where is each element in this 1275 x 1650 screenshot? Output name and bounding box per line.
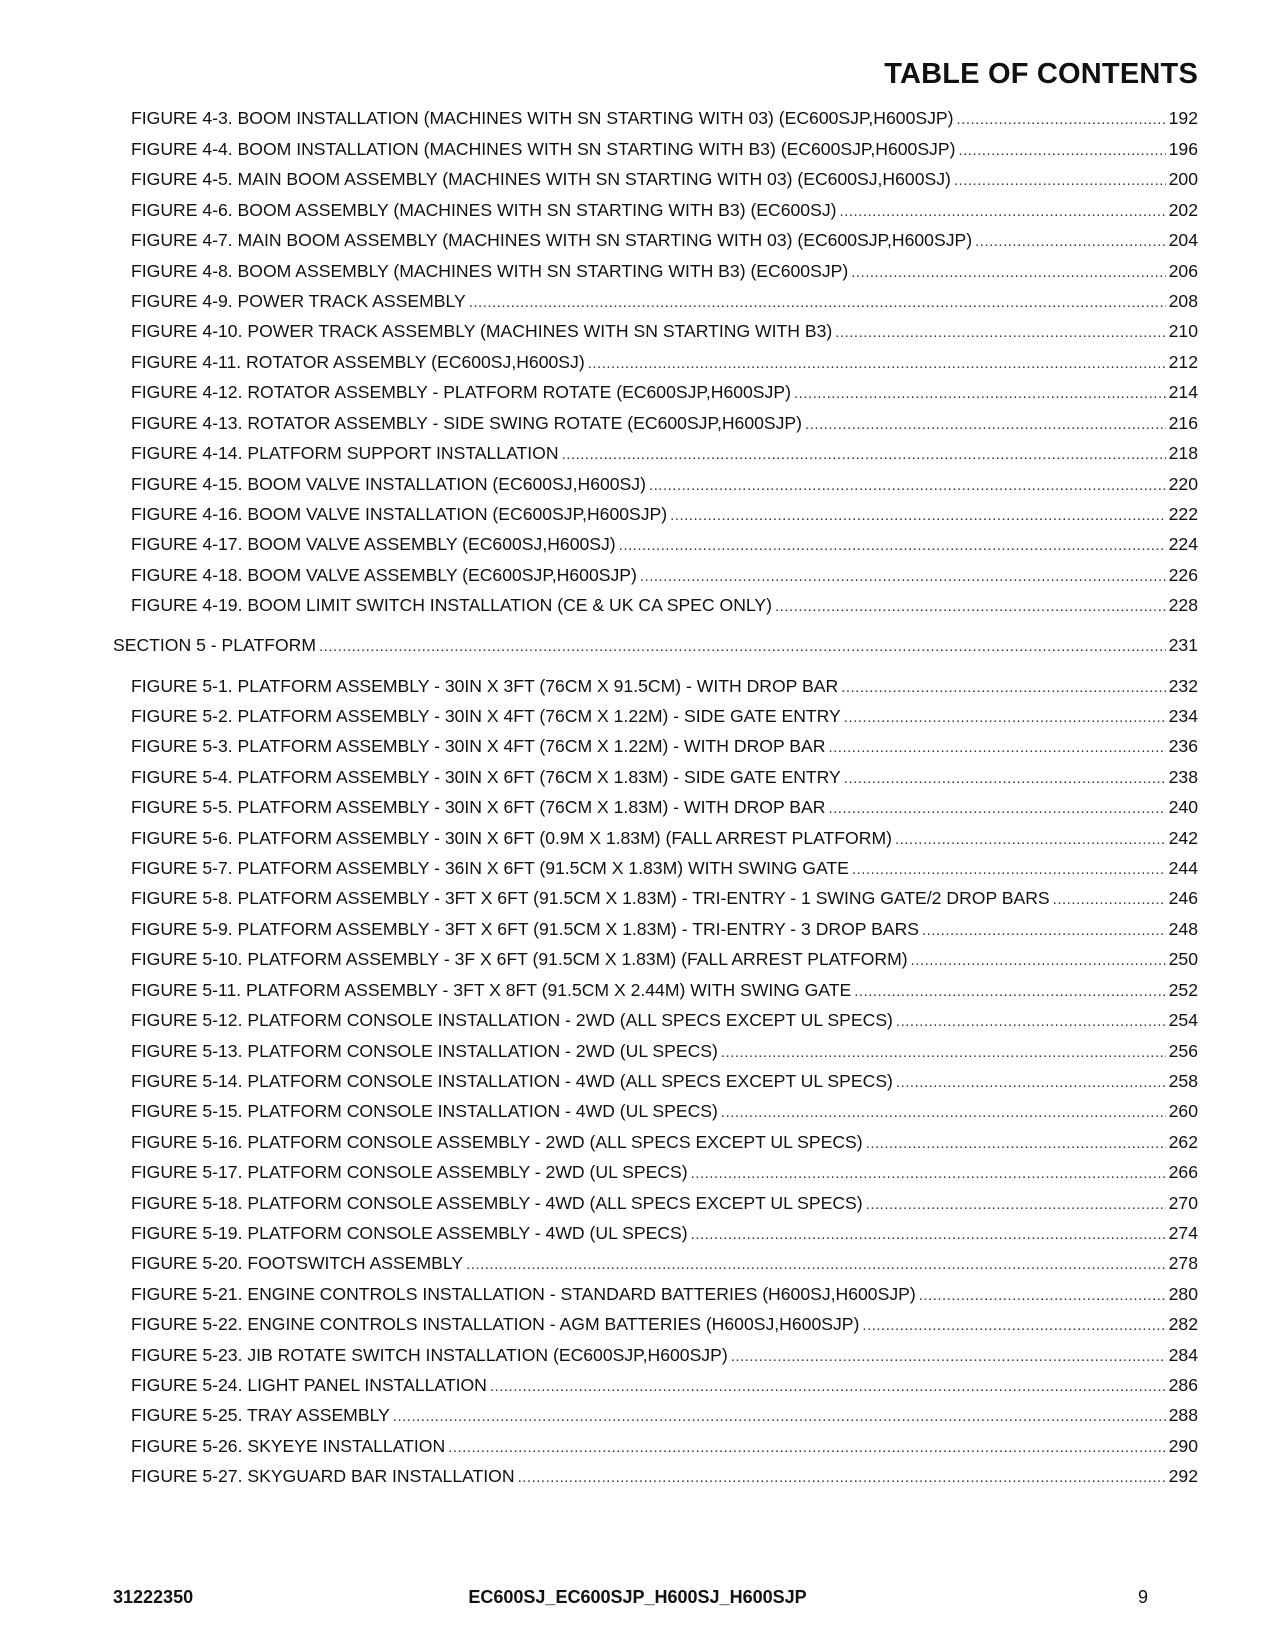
toc-entry[interactable] — [131, 1283, 1198, 1307]
toc-entry-page: 212 — [1168, 352, 1198, 372]
dot-leader — [466, 1254, 1166, 1276]
toc-entry-page: 270 — [1168, 1193, 1198, 1213]
toc-entry[interactable] — [131, 735, 1198, 759]
dot-leader — [862, 1315, 1165, 1337]
toc-entry[interactable] — [131, 948, 1198, 972]
toc-entry[interactable] — [131, 107, 1198, 131]
toc-entry-label: FIGURE 4-16. BOOM VALVE INSTALLATION (EC600SJP,H600SJP) — [131, 504, 668, 524]
toc-entry-page: 214 — [1168, 382, 1198, 402]
toc-entry-label: FIGURE 5-14. PLATFORM CONSOLE INSTALLATION - 4WD (ALL SPECS EXCEPT UL SPECS) — [131, 1071, 893, 1091]
toc-entry-page: 290 — [1168, 1436, 1198, 1456]
dot-leader — [839, 201, 1165, 223]
toc-entry-label: FIGURE 5-24. LIGHT PANEL INSTALLATION — [131, 1375, 487, 1395]
dot-leader — [866, 1194, 1166, 1216]
toc-entry[interactable] — [131, 1131, 1198, 1155]
footer-page-number: 9 — [1137, 1587, 1148, 1607]
toc-entry-page: 240 — [1168, 797, 1198, 817]
toc-entry-label: FIGURE 4-15. BOOM VALVE INSTALLATION (EC600SJ,H600SJ) — [131, 474, 646, 494]
toc-entry[interactable] — [131, 1040, 1198, 1064]
toc-entry-page: 284 — [1168, 1345, 1198, 1365]
toc-entry-page: 244 — [1168, 858, 1198, 878]
toc-entry-page: 200 — [1168, 169, 1198, 189]
toc-entry[interactable] — [131, 1252, 1198, 1276]
dot-leader — [844, 768, 1166, 790]
toc-entry[interactable] — [131, 1344, 1198, 1368]
toc-entry-label: FIGURE 4-5. MAIN BOOM ASSEMBLY (MACHINES WITH SN STARTING WITH 03) (EC600SJ,H600SJ) — [131, 169, 951, 189]
dot-leader — [794, 383, 1166, 405]
toc-entry-label: FIGURE 5-21. ENGINE CONTROLS INSTALLATION - STANDARD BATTERIES (H600SJ,H600SJP) — [131, 1284, 916, 1304]
toc-entry-page: 208 — [1168, 291, 1198, 311]
toc-entry[interactable] — [131, 857, 1198, 881]
toc-entry[interactable] — [131, 381, 1198, 405]
dot-leader — [835, 322, 1165, 344]
dot-leader — [828, 737, 1165, 759]
toc-entry-page: 250 — [1168, 949, 1198, 969]
dot-leader — [844, 707, 1166, 729]
toc-entry[interactable] — [131, 827, 1198, 851]
toc-entry[interactable] — [131, 564, 1198, 588]
toc-entry[interactable] — [131, 533, 1198, 557]
toc-entry[interactable] — [131, 1374, 1198, 1398]
toc-entry-page: 252 — [1168, 980, 1198, 1000]
toc-entry-page: 192 — [1168, 108, 1198, 128]
toc-section-entry[interactable] — [113, 634, 1198, 658]
dot-leader — [852, 859, 1166, 881]
toc-entry-page: 248 — [1168, 919, 1198, 939]
toc-entry-page: 274 — [1168, 1223, 1198, 1243]
toc-entry[interactable] — [131, 918, 1198, 942]
dot-leader — [562, 444, 1166, 466]
dot-leader — [954, 170, 1166, 192]
toc-entry-label: FIGURE 5-25. TRAY ASSEMBLY — [131, 1405, 390, 1425]
toc-entry-label: FIGURE 4-4. BOOM INSTALLATION (MACHINES WITH SN STARTING WITH B3) (EC600SJP,H600SJP) — [131, 139, 956, 159]
toc-entry[interactable] — [131, 1404, 1198, 1428]
toc-entry-label: FIGURE 5-22. ENGINE CONTROLS INSTALLATION - AGM BATTERIES (H600SJ,H600SJP) — [131, 1314, 860, 1334]
toc-entry-label: SECTION 5 - PLATFORM — [113, 635, 316, 655]
dot-leader — [721, 1042, 1166, 1064]
toc-entry-page: 254 — [1168, 1010, 1198, 1030]
toc-entry-page: 224 — [1168, 534, 1198, 554]
dot-leader — [895, 829, 1166, 851]
toc-entry-page: 286 — [1168, 1375, 1198, 1395]
toc-entry[interactable] — [131, 1192, 1198, 1216]
toc-entry-page: 258 — [1168, 1071, 1198, 1091]
toc-entry-label: FIGURE 4-9. POWER TRACK ASSEMBLY — [131, 291, 466, 311]
toc-entry[interactable] — [131, 290, 1198, 314]
toc-entry-label: FIGURE 5-5. PLATFORM ASSEMBLY - 30IN X 6FT (76CM X 1.83M) - WITH DROP BAR — [131, 797, 826, 817]
toc-entry-page: 282 — [1168, 1314, 1198, 1334]
dot-leader — [958, 140, 1165, 162]
toc-entry-page: 232 — [1168, 676, 1198, 696]
toc-entry[interactable] — [131, 351, 1198, 375]
toc-entry-label: FIGURE 5-7. PLATFORM ASSEMBLY - 36IN X 6FT (91.5CM X 1.83M) WITH SWING GATE — [131, 858, 849, 878]
toc-entry[interactable] — [131, 168, 1198, 192]
toc-entry-page: 260 — [1168, 1101, 1198, 1121]
dot-leader — [775, 596, 1166, 618]
dot-leader — [828, 798, 1165, 820]
toc-entry-label: FIGURE 5-18. PLATFORM CONSOLE ASSEMBLY - 4WD (ALL SPECS EXCEPT UL SPECS) — [131, 1193, 863, 1213]
toc-entry-label: FIGURE 4-8. BOOM ASSEMBLY (MACHINES WITH SN STARTING WITH B3) (EC600SJP) — [131, 261, 849, 281]
toc-entry-label: FIGURE 5-10. PLATFORM ASSEMBLY - 3F X 6FT (91.5CM X 1.83M) (FALL ARREST PLATFORM) — [131, 949, 908, 969]
toc-entry-label: FIGURE 4-6. BOOM ASSEMBLY (MACHINES WITH SN STARTING WITH B3) (EC600SJ) — [131, 200, 837, 220]
toc-entry-label: FIGURE 5-9. PLATFORM ASSEMBLY - 3FT X 6FT (91.5CM X 1.83M) - TRI-ENTRY - 3 DROP BARS — [131, 919, 920, 939]
toc-entry-page: 226 — [1168, 565, 1198, 585]
toc-entry-page: 238 — [1168, 767, 1198, 787]
toc-entry-label: FIGURE 5-27. SKYGUARD BAR INSTALLATION — [131, 1466, 515, 1486]
toc-entry[interactable] — [131, 1465, 1198, 1489]
toc-entry[interactable] — [131, 1313, 1198, 1337]
toc-entry-page: 206 — [1168, 261, 1198, 281]
toc-entry[interactable] — [131, 138, 1198, 162]
dot-leader — [1053, 889, 1166, 911]
toc-entry[interactable] — [131, 766, 1198, 790]
toc-entry-page: 216 — [1168, 413, 1198, 433]
toc-entry-page: 292 — [1168, 1466, 1198, 1486]
toc-entry[interactable] — [131, 796, 1198, 820]
toc-entry[interactable] — [131, 1009, 1198, 1033]
toc-entry-label: FIGURE 4-3. BOOM INSTALLATION (MACHINES WITH SN STARTING WITH 03) (EC600SJP,H600SJP) — [131, 108, 954, 128]
toc-entry-page: 220 — [1168, 474, 1198, 494]
toc-entry-page: 256 — [1168, 1041, 1198, 1061]
toc-entry-label: FIGURE 5-19. PLATFORM CONSOLE ASSEMBLY - 4WD (UL SPECS) — [131, 1223, 688, 1243]
toc-entry-label: FIGURE 5-11. PLATFORM ASSEMBLY - 3FT X 8FT (91.5CM X 2.44M) WITH SWING GATE — [131, 980, 852, 1000]
dot-leader — [490, 1376, 1166, 1398]
dot-leader — [518, 1467, 1166, 1489]
dot-leader — [619, 535, 1166, 557]
toc-entry-page: 231 — [1168, 635, 1198, 655]
toc-entry[interactable] — [131, 1435, 1198, 1459]
toc-entry[interactable] — [131, 1222, 1198, 1246]
toc-entry-page: 288 — [1168, 1405, 1198, 1425]
toc-entry[interactable] — [131, 705, 1198, 729]
toc-entry-page: 202 — [1168, 200, 1198, 220]
toc-entry-page: 196 — [1168, 139, 1198, 159]
dot-leader — [866, 1133, 1166, 1155]
dot-leader — [691, 1163, 1166, 1185]
toc-entry-page: 210 — [1168, 321, 1198, 341]
toc-entry-label: FIGURE 5-4. PLATFORM ASSEMBLY - 30IN X 6FT (76CM X 1.83M) - SIDE GATE ENTRY — [131, 767, 841, 787]
dot-leader — [670, 505, 1166, 527]
footer-doc-number: 31222350 — [113, 1587, 194, 1607]
dot-leader — [922, 920, 1166, 942]
toc-entry-label: FIGURE 5-1. PLATFORM ASSEMBLY - 30IN X 3FT (76CM X 91.5CM) - WITH DROP BAR — [131, 676, 839, 696]
toc-entry-label: FIGURE 4-10. POWER TRACK ASSEMBLY (MACHINES WITH SN STARTING WITH B3) — [131, 321, 833, 341]
toc-entry[interactable] — [131, 442, 1198, 466]
toc-entry-label: FIGURE 5-8. PLATFORM ASSEMBLY - 3FT X 6FT (91.5CM X 1.83M) - TRI-ENTRY - 1 SWING GATE/2 DROP BARS — [131, 888, 1050, 908]
footer-models: EC600SJ_EC600SJP_H600SJ_H600SJP — [468, 1587, 807, 1607]
toc-entry-label: FIGURE 4-11. ROTATOR ASSEMBLY (EC600SJ,H600SJ) — [131, 352, 585, 372]
toc-entry-page: 246 — [1168, 888, 1198, 908]
toc-entry[interactable] — [131, 503, 1198, 527]
toc-entry[interactable] — [131, 1070, 1198, 1094]
toc-entry-page: 228 — [1168, 595, 1198, 615]
toc-entry[interactable] — [131, 412, 1198, 436]
dot-leader — [448, 1437, 1165, 1459]
toc-entry-page: 234 — [1168, 706, 1198, 726]
toc-entry-label: FIGURE 5-26. SKYEYE INSTALLATION — [131, 1436, 446, 1456]
toc-entry-label: FIGURE 5-13. PLATFORM CONSOLE INSTALLATION - 2WD (UL SPECS) — [131, 1041, 718, 1061]
toc-entry[interactable] — [131, 473, 1198, 497]
dot-leader — [588, 353, 1166, 375]
toc-entry[interactable] — [131, 260, 1198, 284]
dot-leader — [957, 109, 1166, 131]
dot-leader — [640, 566, 1166, 588]
toc-entry-page: 204 — [1168, 230, 1198, 250]
dot-leader — [919, 1285, 1166, 1307]
toc-entry[interactable] — [131, 199, 1198, 223]
dot-leader — [896, 1072, 1166, 1094]
dot-leader — [731, 1346, 1166, 1368]
dot-leader — [975, 231, 1166, 253]
dot-leader — [896, 1011, 1166, 1033]
toc-entry-label: FIGURE 5-2. PLATFORM ASSEMBLY - 30IN X 4FT (76CM X 1.22M) - SIDE GATE ENTRY — [131, 706, 841, 726]
toc-entry[interactable] — [131, 1161, 1198, 1185]
toc-entry-label: FIGURE 5-16. PLATFORM CONSOLE ASSEMBLY - 2WD (ALL SPECS EXCEPT UL SPECS) — [131, 1132, 863, 1152]
toc-entry-page: 242 — [1168, 828, 1198, 848]
toc-entry-label: FIGURE 4-14. PLATFORM SUPPORT INSTALLATION — [131, 443, 559, 463]
toc-entry-label: FIGURE 4-12. ROTATOR ASSEMBLY - PLATFORM ROTATE (EC600SJP,H600SJP) — [131, 382, 791, 402]
toc-entry-label: FIGURE 4-18. BOOM VALVE ASSEMBLY (EC600SJP,H600SJP) — [131, 565, 637, 585]
dot-leader — [721, 1102, 1166, 1124]
dot-leader — [319, 636, 1166, 658]
toc-entry-label: FIGURE 5-17. PLATFORM CONSOLE ASSEMBLY - 2WD (UL SPECS) — [131, 1162, 688, 1182]
toc-entry[interactable] — [131, 320, 1198, 344]
dot-leader — [691, 1224, 1166, 1246]
dot-leader — [854, 981, 1165, 1003]
dot-leader — [841, 677, 1165, 699]
toc-entry-label: FIGURE 4-13. ROTATOR ASSEMBLY - SIDE SWING ROTATE (EC600SJP,H600SJP) — [131, 413, 803, 433]
page-title: TABLE OF CONTENTS — [884, 58, 1198, 90]
toc-entry-label: FIGURE 4-19. BOOM LIMIT SWITCH INSTALLATION (CE & UK CA SPEC ONLY) — [131, 595, 772, 615]
toc-entry-label: FIGURE 5-15. PLATFORM CONSOLE INSTALLATION - 4WD (UL SPECS) — [131, 1101, 718, 1121]
toc-entry[interactable] — [131, 229, 1198, 253]
toc-entry[interactable] — [131, 675, 1198, 699]
toc-entry[interactable] — [131, 1100, 1198, 1124]
toc-entry-page: 262 — [1168, 1132, 1198, 1152]
toc-entry-label: FIGURE 4-7. MAIN BOOM ASSEMBLY (MACHINES WITH SN STARTING WITH 03) (EC600SJP,H600SJP) — [131, 230, 973, 250]
dot-leader — [911, 950, 1166, 972]
dot-leader — [805, 414, 1166, 436]
toc-entry[interactable] — [131, 887, 1198, 911]
toc-entry-label: FIGURE 4-17. BOOM VALVE ASSEMBLY (EC600SJ,H600SJ) — [131, 534, 616, 554]
toc-entry-page: 222 — [1168, 504, 1198, 524]
dot-leader — [649, 475, 1166, 497]
dot-leader — [851, 262, 1165, 284]
dot-leader — [469, 292, 1166, 314]
toc-entry-page: 266 — [1168, 1162, 1198, 1182]
toc-entry-label: FIGURE 5-23. JIB ROTATE SWITCH INSTALLATION (EC600SJP,H600SJP) — [131, 1345, 728, 1365]
dot-leader — [393, 1406, 1166, 1428]
toc-entry[interactable] — [131, 594, 1198, 618]
toc-entry-page: 278 — [1168, 1253, 1198, 1273]
toc-entry-label: FIGURE 5-6. PLATFORM ASSEMBLY - 30IN X 6FT (0.9M X 1.83M) (FALL ARREST PLATFORM) — [131, 828, 892, 848]
toc-entry-label: FIGURE 5-12. PLATFORM CONSOLE INSTALLATION - 2WD (ALL SPECS EXCEPT UL SPECS) — [131, 1010, 893, 1030]
toc-entry-page: 236 — [1168, 736, 1198, 756]
toc-entry-label: FIGURE 5-20. FOOTSWITCH ASSEMBLY — [131, 1253, 464, 1273]
toc-entry[interactable] — [131, 979, 1198, 1003]
toc-entry-page: 280 — [1168, 1284, 1198, 1304]
toc-entry-page: 218 — [1168, 443, 1198, 463]
toc-entry-label: FIGURE 5-3. PLATFORM ASSEMBLY - 30IN X 4FT (76CM X 1.22M) - WITH DROP BAR — [131, 736, 826, 756]
